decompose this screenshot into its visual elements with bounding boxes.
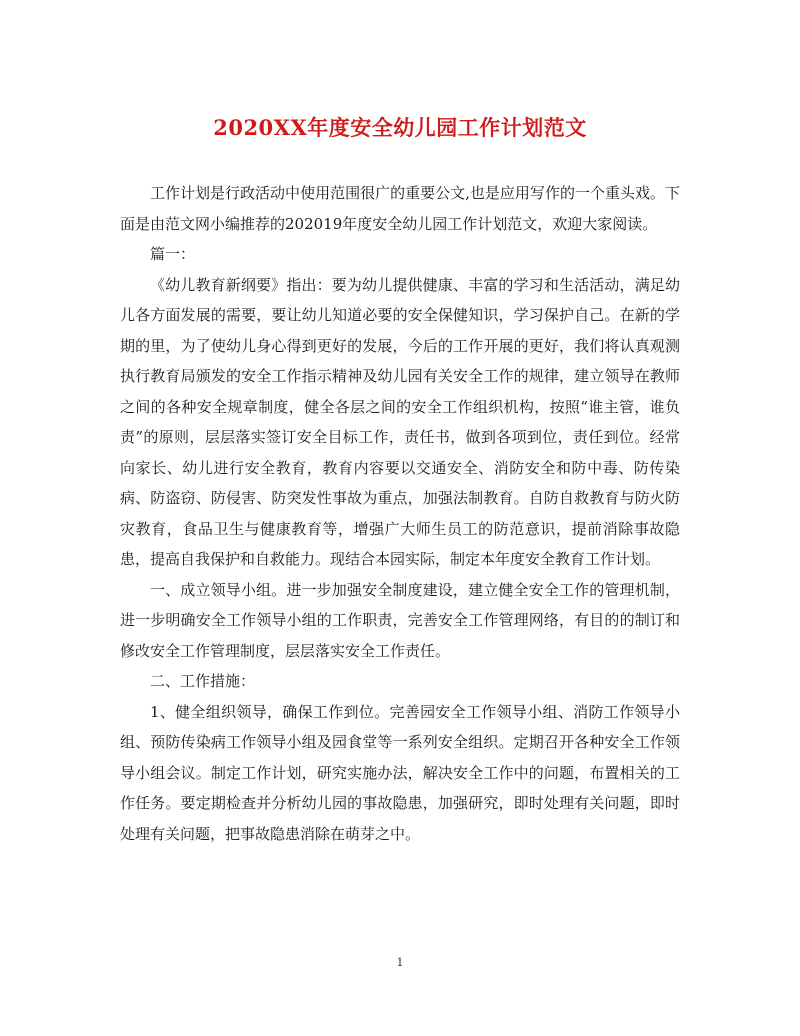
paragraph-measures-heading: 二、工作措施： [150, 672, 256, 690]
paragraph-part-one-heading: 篇一： [150, 245, 196, 263]
paragraph-intro: 工作计划是行政活动中使用范围很广的重要公文,也是应用写作的一个重头戏。下面是由范文网小编推荐的202019年度安全幼儿园工作计划范文，欢迎大家阅读。 [120, 184, 680, 233]
document-body [120, 178, 680, 849]
page-number: 1 [396, 956, 404, 969]
paragraph-guideline: 《幼儿教育新纲要》指出：要为幼儿提供健康、丰富的学习和生活活动，满足幼儿各方面发展的需要，要让幼儿知道必要的安全保健知识，学习保护自己。在新的学期的里，为了使幼儿身心得到更好的发展，今后的工作开展的更好，我们将认真观测执行教育局颁发的安全工作指示精神及幼儿园有关安全工作的规律，建立领导在教师之间的各种安全规章制度，健全各层之间的安全工作组织机构，按照“谁主管，谁负责”的原则，层层落实签订安全目标工作，责任书，做到各项到位，责任到位。经常向家长、幼儿进行安全教育，教育内容要以交通安全、消防安全和防中毒、防传染病、防盗窃、防侵害、防突发性事故为重点，加强法制教育。自防自救教育与防火防灾教育，食品卫生与健康教育等，增强广大师生员工的防范意识，提前消除事故隐患，提高自我保护和自救能力。现结合本园实际，制定本年度安全教育工作计划。 [120, 275, 680, 568]
paragraph-section-one: 一、成立领导小组。进一步加强安全制度建设，建立健全安全工作的管理机制，进一步明确安全工作领导小组的工作职责，完善安全工作管理网络，有目的的制订和修改安全工作管理制度，层层落实安全工作责任。 [120, 580, 680, 660]
document-title: 2020XX年度安全幼儿园工作计划范文 [213, 115, 587, 140]
paragraph-measure-one: 1、健全组织领导，确保工作到位。完善园安全工作领导小组、消防工作领导小组、预防传染病工作领导小组及园食堂等一系列安全组织。定期召开各种安全工作领导小组会议。制定工作计划，研究实施办法，解决安全工作中的问题，布置相关的工作任务。要定期检查并分析幼儿园的事故隐患，加强研究，即时处理有关问题，即时处理有关问题，把事故隐患消除在萌芽之中。 [120, 702, 680, 843]
